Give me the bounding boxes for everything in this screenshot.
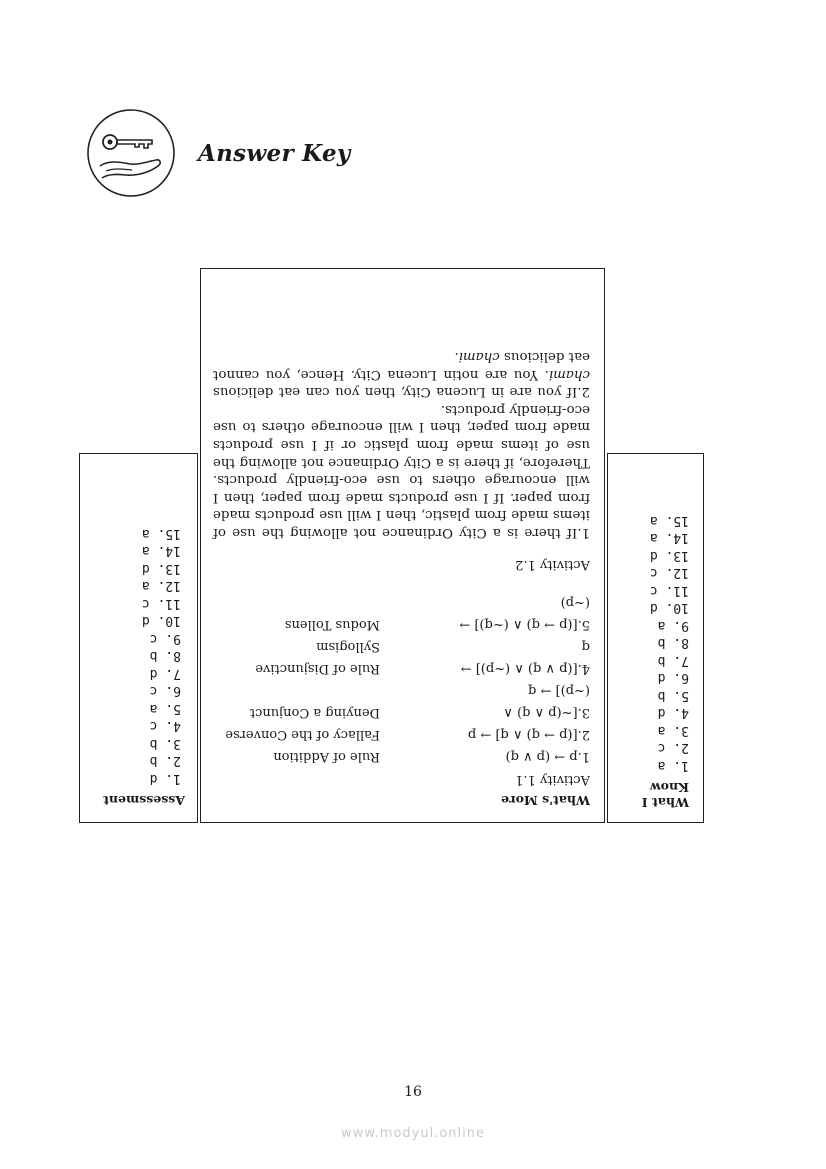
answer-item: 9. c [149, 631, 181, 646]
answer-item: 8. b [657, 635, 689, 651]
activity-1-1-row [213, 588, 590, 610]
activity-1-1-statement: 3.[~(p ∧ q) ∧ [503, 705, 590, 720]
answer-item: 7. d [149, 666, 181, 681]
item-2-text-c: . [454, 349, 459, 365]
item-2-chami-1: chami [548, 366, 590, 382]
activity-1-1-rule: Modus Tollens [284, 617, 380, 632]
assessment-answer-list [80, 525, 185, 788]
activity-1-1-statement: 5.[(p → q) ∧ (~q)] → [459, 617, 590, 632]
answer-item: 2. b [149, 753, 181, 769]
answer-item: 14. a [649, 530, 689, 546]
what-i-know-box [607, 453, 704, 823]
answer-item: 13. d [649, 548, 689, 563]
activity-1-1-rule: Rule of Addition [273, 749, 380, 764]
answer-item: 6. d [657, 670, 689, 686]
activity-1-1-label: Activity 1.1 [515, 772, 590, 787]
answer-item: 13. d [141, 561, 181, 576]
answer-item: 11. c [141, 596, 181, 611]
activity-1-1-rule: Fallacy of the Converse [225, 727, 380, 742]
activity-1-1-row [213, 676, 590, 698]
activity-1-2-item-2 [213, 347, 590, 400]
activity-1-1-table [213, 588, 590, 764]
activity-1-1-rule: Syllogism [316, 639, 380, 654]
what-i-know-answer-list [608, 512, 689, 775]
answer-item: 9. a [657, 618, 689, 633]
answer-item: 3. b [149, 736, 181, 751]
activity-1-1-row [213, 698, 590, 720]
answer-item: 6. c [149, 683, 181, 699]
what-i-know-heading-line2: Know [649, 780, 689, 795]
answer-item: 4. d [657, 705, 689, 721]
activity-1-2-item-1: 1.If there is a City Ordinance not allowing the use of items made from plastic, then I will use products made from paper. If I use products made from paper, then I will encourage others to use eco-friendly products. Therefore, if there is a City Ordinance not allowing the use of items made from plastic or if I use products made from paper, then I will encourage others to use eco-friendly products. [213, 401, 590, 540]
answer-item: 3. a [657, 723, 689, 738]
answer-item: 11. c [649, 583, 689, 598]
whats-more-box [200, 268, 605, 823]
answer-item: 14. a [141, 543, 181, 559]
assessment-box [79, 453, 198, 823]
activity-1-1-statement: 1.p → (p ∨ q) [505, 749, 590, 764]
answer-item: 8. b [149, 648, 181, 664]
answer-item: 10. d [141, 613, 181, 629]
item-2-chami-2: chami [458, 349, 500, 365]
activity-1-1-statement: 2.[(p → q) ∧ q] → p [467, 727, 590, 742]
activity-1-1-statement: q [581, 639, 590, 654]
answer-item: 1. d [149, 771, 181, 786]
answer-item: 2. c [657, 740, 689, 756]
what-i-know-heading [608, 780, 689, 810]
activity-1-1-statement: 4.[(p ∨ q) ∧ (~p)] → [460, 661, 590, 676]
page-number: 16 [404, 1084, 422, 1100]
watermark: www.modyul.online [340, 1126, 486, 1141]
assessment-heading: Assessment [103, 793, 185, 808]
answer-item: 12. a [141, 578, 181, 594]
answer-item: 7. b [657, 653, 689, 668]
answer-item: 12. c [649, 565, 689, 581]
answer-item: 5. b [657, 688, 689, 703]
answer-item: 4. c [149, 718, 181, 734]
activity-1-1-statement: (~p)] → q [528, 683, 590, 698]
answer-item: 15. a [649, 513, 689, 528]
page-title: Answer Key [198, 140, 351, 167]
what-i-know-heading-line1: What I [641, 795, 689, 810]
activity-1-1-row [213, 654, 590, 676]
activity-1-2-label: Activity 1.2 [515, 557, 590, 572]
key-in-hand-icon [86, 108, 176, 198]
activity-1-1-rule: Denying a Conjunct [249, 705, 380, 720]
answer-item: 10. d [649, 600, 689, 616]
whats-more-heading: What's More [501, 793, 590, 808]
activity-1-1-row [213, 720, 590, 742]
activity-1-1-row [213, 742, 590, 764]
answer-item: 15. a [141, 526, 181, 541]
activity-1-1-row [213, 610, 590, 632]
activity-1-1-statement: (~p) [560, 595, 590, 610]
answer-item: 1. a [657, 758, 689, 773]
activity-1-1-rule: Rule of Disjunctive [255, 661, 380, 676]
activity-1-1-row [213, 632, 590, 654]
answer-item: 5. a [149, 701, 181, 716]
item-2-text-b: . You are notin Lucena City. Hence, you cannot eat delicious [213, 349, 590, 382]
item-2-text-a: 2.If you are in Lucena City, then you can eat delicious [213, 384, 590, 400]
